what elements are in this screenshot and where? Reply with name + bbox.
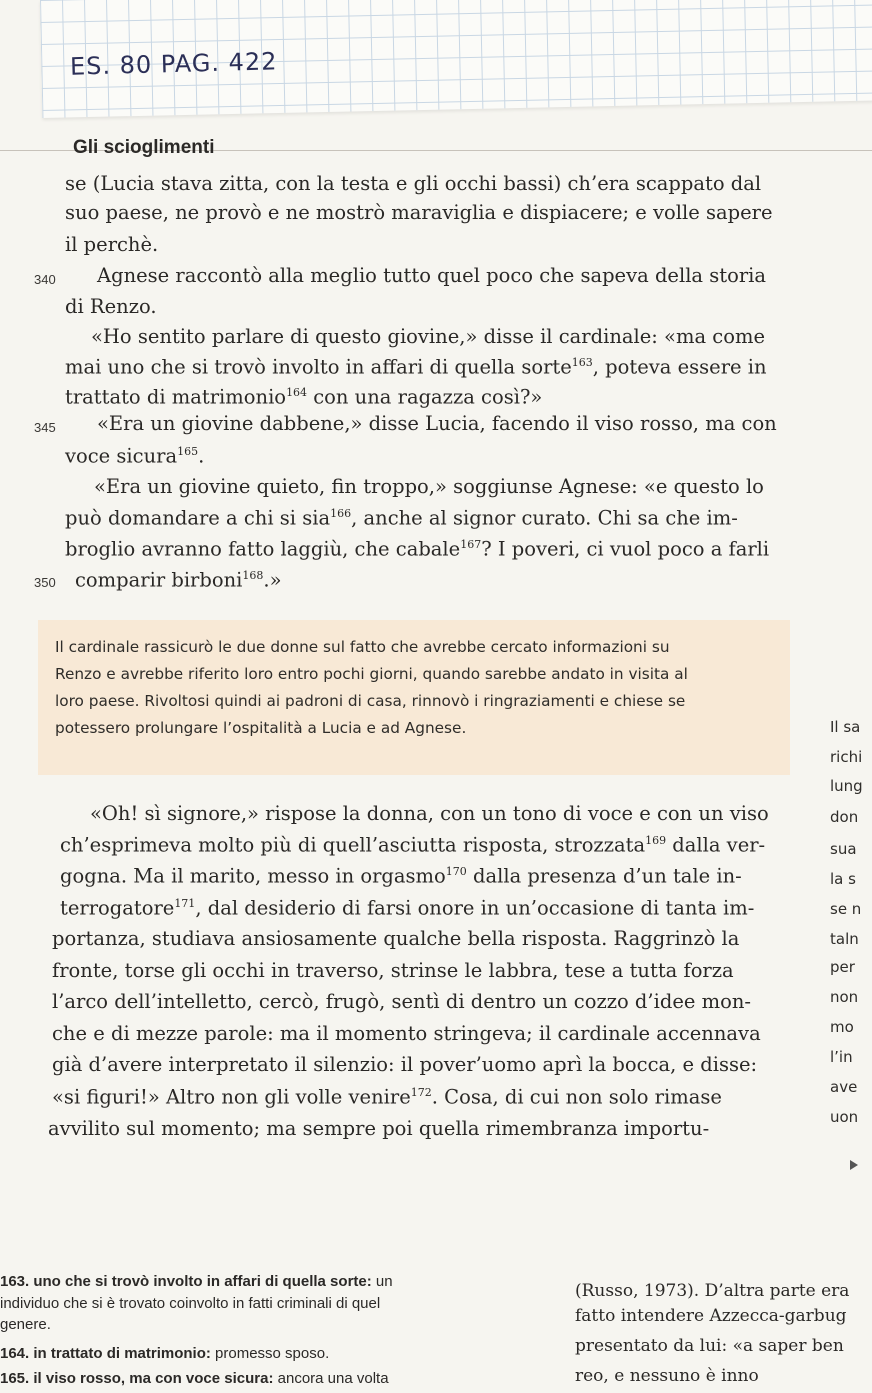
margin-fragment: per: [830, 958, 855, 976]
text-line: portanza, studiava ansiosamente qualche bella risposta. Raggrinzò la: [52, 927, 740, 950]
margin-fragment: don: [830, 808, 859, 826]
text-line: suo paese, ne provò e ne mostrò maraviglia e dispiacere; e volle sapere: [65, 201, 773, 224]
footnote-line: individuo che si è trovato coinvolto in fatti criminali di quel: [0, 1295, 381, 1312]
text-line: di Renzo.: [65, 295, 157, 318]
text-line: «si figuri!» Altro non gli volle venire$^{172}$. Cosa, di cui non solo rimase: [52, 1085, 722, 1109]
line-number: 340: [34, 272, 56, 287]
margin-fragment: l’in: [830, 1048, 853, 1066]
line-number: 345: [34, 420, 56, 435]
text-line: Agnese raccontò alla meglio tutto quel poco che sapeva della storia: [97, 264, 767, 287]
margin-fragment: uon: [830, 1108, 859, 1126]
sticker-handwriting: ES. 80 PAG. 422: [69, 47, 278, 81]
margin-fragment: la s: [830, 870, 856, 888]
summary-line: Renzo e avrebbe riferito loro entro pochi giorni, quando sarebbe andato in visita al: [55, 665, 688, 683]
footnote-line: genere.: [0, 1316, 51, 1333]
text-line: gogna. Ma il marito, messo in orgasmo$^{170}$ dalla presenza d’un tale in-: [60, 864, 742, 888]
margin-fragment: taln: [830, 930, 859, 948]
footnote-right-line: fatto intendere Azzecca-garbug: [575, 1306, 847, 1326]
text-line: già d’avere interpretato il silenzio: il pover’uomo aprì la bocca, e disse:: [52, 1053, 758, 1076]
footnote-right-line: (Russo, 1973). D’altra parte era: [575, 1281, 850, 1301]
margin-fragment: non: [830, 988, 859, 1006]
text-line: «Oh! sì signore,» rispose la donna, con un tono di voce e con un viso: [90, 802, 769, 825]
footnote-line: 164. in trattato di matrimonio: promesso sposo.: [0, 1345, 330, 1362]
text-line: «Ho sentito parlare di questo giovine,» disse il cardinale: «ma come: [91, 325, 765, 348]
summary-line: potessero prolungare l’ospitalità a Lucia e ad Agnese.: [55, 719, 467, 737]
summary-line: Il cardinale rassicurò le due donne sul fatto che avrebbe cercato informazioni su: [55, 638, 670, 656]
text-line: mai uno che si trovò involto in affari di quella sorte$^{163}$, poteva essere in: [65, 355, 767, 379]
arrow-right-icon: [850, 1160, 858, 1170]
footnote-line: 163. uno che si trovò involto in affari di quella sorte: un: [0, 1273, 393, 1290]
summary-line: loro paese. Rivoltosi quindi ai padroni di casa, rinnovò i ringraziamenti e chiese se: [55, 692, 686, 710]
text-line: può domandare a chi si sia$^{166}$, anche al signor curato. Chi sa che im-: [65, 506, 738, 530]
margin-fragment: lung: [830, 777, 863, 795]
text-line: terrogatore$^{171}$, dal desiderio di farsi onore in un’occasione di tanta im-: [60, 896, 755, 920]
text-line: «Era un giovine quieto, fin troppo,» soggiunse Agnese: «e questo lo: [94, 475, 764, 498]
margin-fragment: sua: [830, 840, 857, 858]
text-line: broglio avranno fatto laggiù, che cabale$^{167}$? I poveri, ci vuol poco a farli: [65, 537, 770, 561]
text-line: fronte, torse gli occhi in traverso, strinse le labbra, tese a tutta forza: [52, 959, 734, 982]
margin-fragment: se n: [830, 900, 862, 918]
text-line: voce sicura$^{165}$.: [65, 444, 205, 468]
text-line: «Era un giovine dabbene,» disse Lucia, facendo il viso rosso, ma con: [97, 412, 777, 435]
text-line: ch’esprimeva molto più di quell’asciutta risposta, strozzata$^{169}$ dalla ver-: [60, 833, 766, 857]
text-line: avvilito sul momento; ma sempre poi quella rimembranza importu-: [48, 1117, 710, 1140]
line-number: 350: [34, 575, 56, 590]
margin-fragment: mo: [830, 1018, 854, 1036]
text-line: trattato di matrimonio$^{164}$ con una ragazza così?»: [65, 385, 543, 409]
footnote-line: 165. il viso rosso, ma con voce sicura: ancora una volta: [0, 1370, 389, 1387]
text-line: il perchè.: [65, 233, 159, 256]
footnote-right-line: presentato da lui: «a saper ben: [575, 1336, 844, 1356]
margin-fragment: ave: [830, 1078, 858, 1096]
footnote-right-line: reo, e nessuno è inno: [575, 1366, 759, 1386]
text-line: se (Lucia stava zitta, con la testa e gli occhi bassi) ch’era scappato dal: [65, 172, 762, 195]
text-line: che e di mezze parole: ma il momento stringeva; il cardinale accennava: [52, 1022, 761, 1045]
section-title: Gli scioglimenti: [73, 137, 215, 158]
margin-fragment: Il sa: [830, 718, 861, 736]
text-line: l’arco dell’intelletto, cercò, frugò, sentì di dentro un cozzo d’idee mon-: [52, 990, 751, 1013]
text-line: comparir birboni$^{168}$.»: [75, 568, 282, 592]
margin-fragment: richi: [830, 748, 863, 766]
